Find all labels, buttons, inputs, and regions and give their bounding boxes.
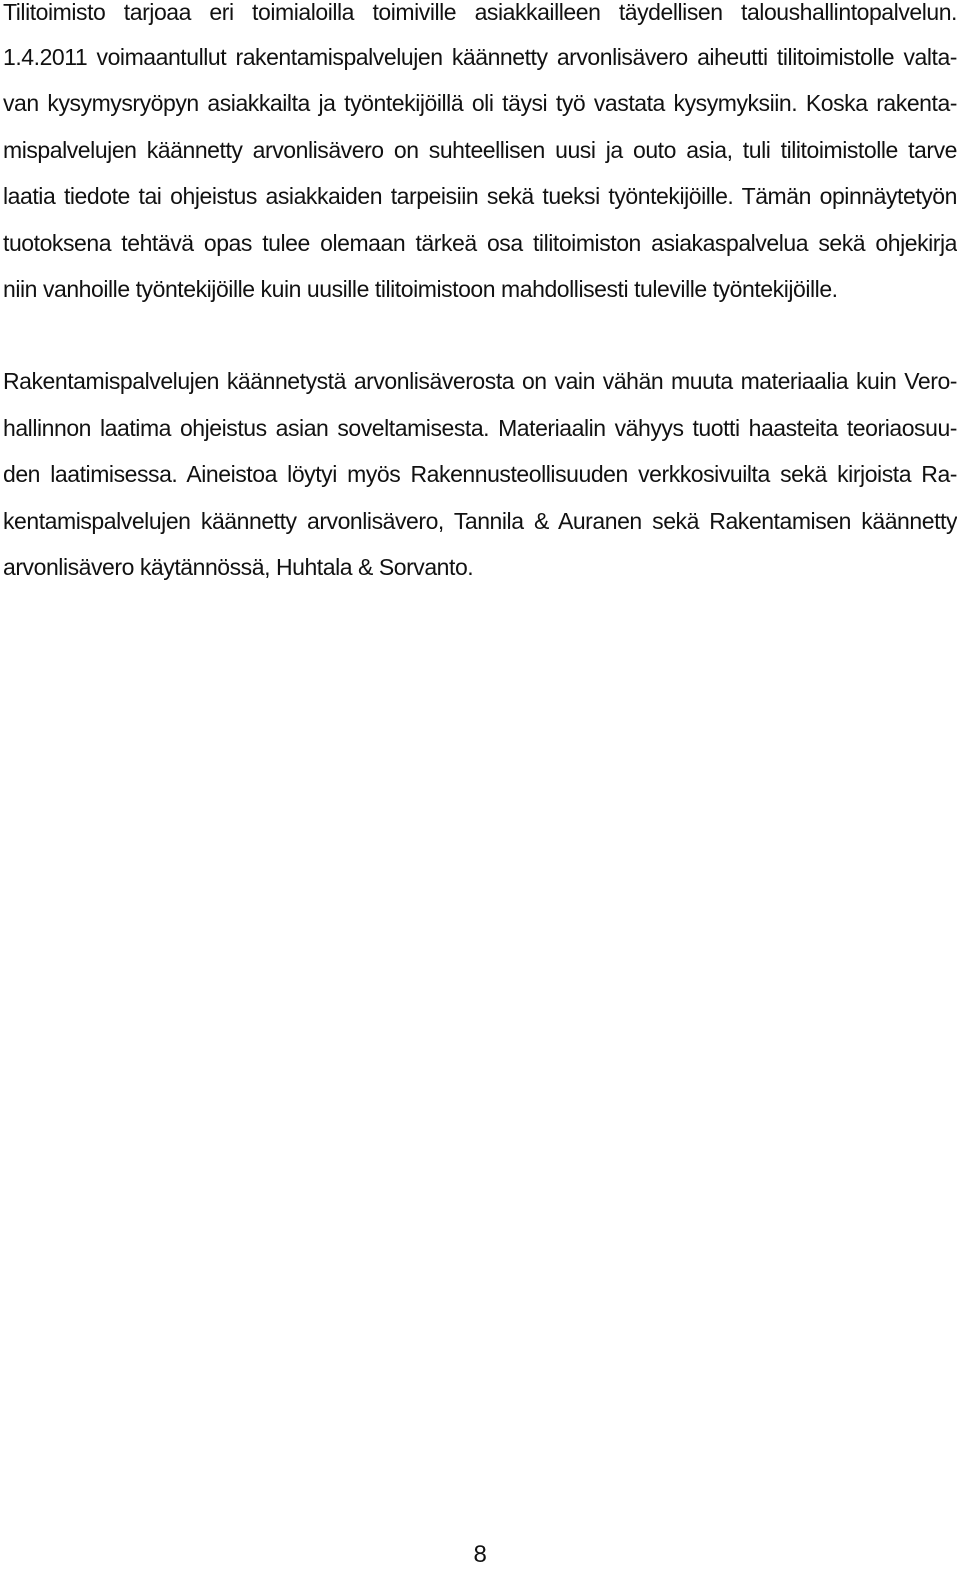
paragraph-line: Tilitoimisto tarjoaa eri toimialoilla toimiville asiakkailleen täydellisen taloushallintopalvelun. <box>3 0 957 25</box>
paragraph-line: kentamispalvelujen käännetty arvonlisävero, Tannila & Auranen sekä Rakentamisen käännetty <box>3 508 957 534</box>
paragraph-line: mispalvelujen käännetty arvonlisävero on suhteellisen uusi ja outo asia, tuli tilitoimistolle tarve <box>3 137 957 163</box>
paragraph-line: 1.4.2011 voimaantullut rakentamispalvelujen käännetty arvonlisävero aiheutti tilitoimistolle valta- <box>3 44 957 70</box>
paragraph-line: den laatimisessa. Aineistoa löytyi myös Rakennusteollisuuden verkkosivuilta sekä kirjoista Ra- <box>3 461 957 487</box>
page-number: 8 <box>473 1541 487 1568</box>
paragraph-line: hallinnon laatima ohjeistus asian soveltamisesta. Materiaalin vähyys tuotti haasteita teoriaosuu- <box>3 415 957 441</box>
paragraph-line: niin vanhoille työntekijöille kuin uusille tilitoimistoon mahdollisesti tuleville työntekijöille. <box>3 276 838 302</box>
paragraph-line: laatia tiedote tai ohjeistus asiakkaiden tarpeisiin sekä tueksi työntekijöille. Tämän opinnäytetyön <box>3 183 957 209</box>
paragraph-line: arvonlisävero käytännössä, Huhtala & Sorvanto. <box>3 554 474 580</box>
paragraph-line: tuotoksena tehtävä opas tulee olemaan tärkeä osa tilitoimiston asiakaspalvelua sekä ohjekirja <box>3 230 957 256</box>
paragraph-line: Rakentamispalvelujen käännetystä arvonlisäverosta on vain vähän muuta materiaalia kuin Vero- <box>3 368 957 394</box>
paragraph-line: van kysymysryöpyn asiakkailta ja työntekijöillä oli täysi työ vastata kysymyksiin. Koska rakenta- <box>3 90 957 116</box>
